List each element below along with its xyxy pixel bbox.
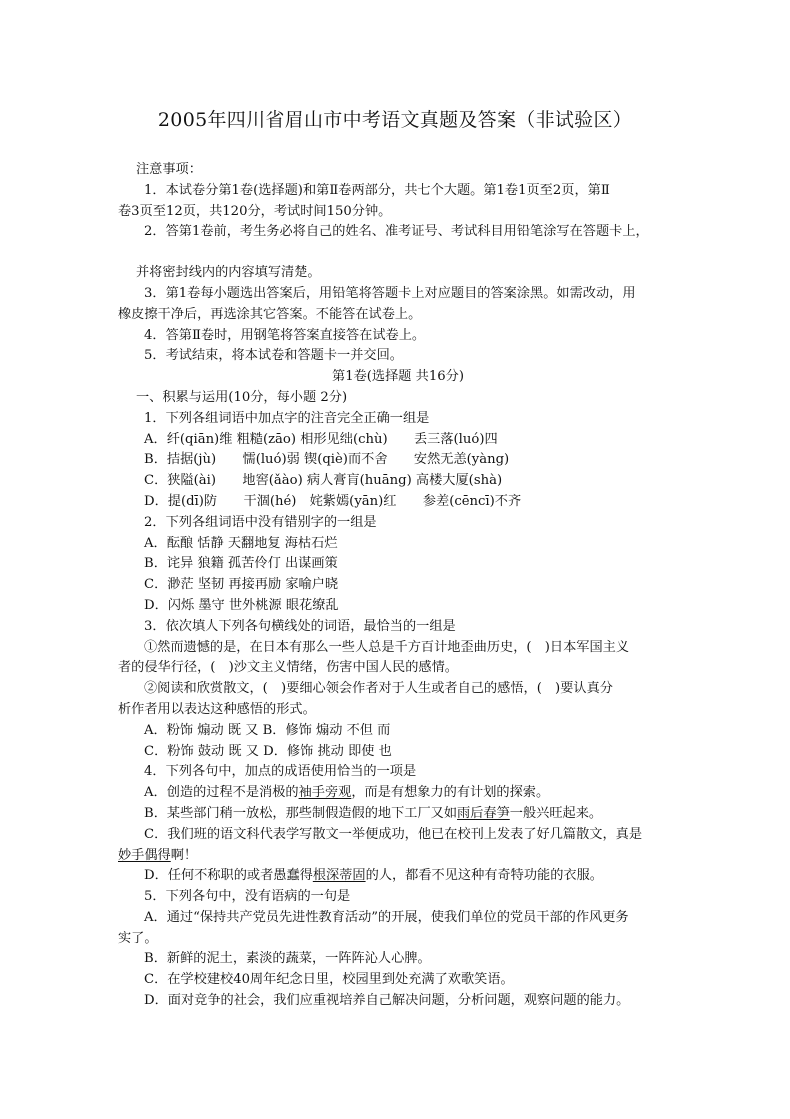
- q1-option-a: A．纤(qiān)维 粗糙(zāo) 相形见绌(chù) 丢三落(luó)四: [144, 431, 498, 447]
- document-title: 2005年四川省眉山市中考语文真题及答案（非试验区）: [157, 109, 633, 131]
- q4-option-b: [118, 804, 678, 825]
- q4-option-c-line1: C．我们班的语文科代表学写散文一举便成功，他已在校刊上发表了好几篇散文，真是: [144, 826, 643, 842]
- notice-item-3b: 橡皮擦干净后，再选涂其它答案。不能答在试卷上。: [118, 306, 422, 322]
- q4-option-d: [118, 866, 678, 887]
- document-body: [118, 160, 678, 1012]
- q1-stem: 1．下列各组词语中加点字的注音完全正确一组是: [144, 410, 430, 426]
- section-heading: 一、积累与运用(10分，每小题 2分): [136, 389, 348, 405]
- notice-heading: 注意事项：: [136, 162, 202, 177]
- notice-item-2a: 2．答第1卷前，考生务必将自己的姓名、准考证号、考试科目用铅笔涂写在答题卡上，: [144, 224, 649, 240]
- q3-options-ab: A．粉饰 煽动 既 又 B．修饰 煽动 不但 而: [144, 722, 391, 738]
- q3-options-cd: C．粉饰 鼓动 既 又 D．修饰 挑动 即使 也: [144, 743, 392, 759]
- q4-a-text-pre: A．创造的过程不是消极的: [144, 785, 299, 801]
- q4-b-idiom: 雨后春笋: [457, 805, 510, 821]
- notice-item-4: 4．答第Ⅱ卷时，用钢笔将答案直接答在试卷上。: [144, 327, 426, 343]
- q4-a-idiom: 袖手旁观: [298, 785, 352, 801]
- paragraph-gap: [118, 243, 678, 263]
- q1-option-c: C．狭隘(ài) 地窖(ǎào) 病人膏肓(huāng) 高楼大厦(shà): [144, 473, 503, 489]
- q3-sentence-1a: ①然而遗憾的是，在日本有那么一些人总是千方百计地歪曲历史，( )日本军国主义: [144, 639, 630, 655]
- q4-option-c-line2: [118, 846, 678, 867]
- q3-sentence-2b: 析作者用以表达这种感悟的形式。: [118, 701, 316, 717]
- notice-item-2b: 并将密封线内的内容填写清楚。: [136, 265, 321, 281]
- q4-option-a: [118, 783, 678, 804]
- q5-stem: 5．下列各句中，没有语病的一句是: [144, 889, 351, 905]
- q4-c-idiom: 妙手偶得: [118, 847, 171, 863]
- q2-option-d: D．闪烁 墨守 世外桃源 眼花缭乱: [144, 597, 339, 613]
- q1-option-d: D．提(dī)防 干涸(hé) 姹紫嫣(yān)红 参差(cēncī)不齐: [144, 493, 522, 509]
- q5-option-a-line1: A．通过“保持共产党员先进性教育活动”的开展，使我们单位的党员干部的作风更务: [144, 909, 629, 925]
- q4-c-text-post: 啊！: [170, 847, 198, 863]
- q4-b-text-pre: B．某些部门稍一放松，那些制假造假的地下工厂又如: [144, 805, 458, 821]
- q5-option-b: B．新鲜的泥土，素淡的蔬菜，一阵阵沁人心脾。: [144, 951, 431, 967]
- q3-stem: 3．依次填人下列各句横线处的词语，最恰当的一组是: [144, 618, 456, 634]
- q5-option-a-line2: 实了。: [118, 930, 158, 946]
- q4-d-idiom: 根深蒂固: [312, 868, 366, 884]
- notice-item-5: 5．考试结束，将本试卷和答题卡一并交回。: [144, 348, 403, 364]
- notice-item-1a: 1．本试卷分第1卷(选择题)和第Ⅱ卷两部分，共七个大题。第1卷1页至2页，第Ⅱ: [144, 182, 610, 198]
- q5-option-c: C．在学校建校40周年纪念日里，校园里到处充满了欢歌笑语。: [144, 972, 514, 988]
- q4-b-text-post: 一般兴旺起来。: [509, 805, 603, 821]
- q2-option-b: B．诧异 狼籍 孤苦伶仃 出谋画策: [144, 556, 338, 572]
- q2-stem: 2．下列各组词语中没有错别字的一组是: [144, 514, 377, 530]
- notice-item-3a: 3．第1卷每小题选出答案后，用铅笔将答题卡上对应题目的答案涂黑。如需改动，用: [144, 285, 636, 301]
- volume-heading: 第1卷(选择题 共16分): [332, 369, 464, 385]
- q4-stem: 4．下列各句中，加点的成语使用恰当的一项是: [144, 764, 417, 780]
- q4-d-text-pre: D．任何不称职的或者愚蠢得: [144, 868, 313, 884]
- q4-d-text-post: 的人，都看不见这种有奇特功能的衣服。: [365, 868, 603, 884]
- q2-option-c: C．渺茫 坚韧 再接再励 家喻户晓: [144, 577, 339, 593]
- q1-option-b: B．拮据(jù) 懦(luó)弱 锲(qiè)而不舍 安然无恙(yàng): [144, 452, 510, 468]
- notice-item-1b: 卷3页至12页，共120分，考试时间150分钟。: [118, 203, 392, 219]
- q3-sentence-1b: 者的侵华行径，( )沙文主义情绪，伤害中国人民的感情。: [118, 660, 458, 676]
- q2-option-a: A．酝酿 恬静 天翻地复 海枯石烂: [144, 535, 338, 551]
- q5-option-d: D．面对竞争的社会，我们应重视培养自己解决问题，分析问题，观察问题的能力。: [144, 993, 630, 1009]
- q3-sentence-2a: ②阅读和欣赏散文，( )要细心领会作者对于人生或者自己的感悟，( )要认真分: [144, 681, 613, 697]
- q4-a-text-post: ，而是有想象力的有计划的探索。: [351, 785, 550, 801]
